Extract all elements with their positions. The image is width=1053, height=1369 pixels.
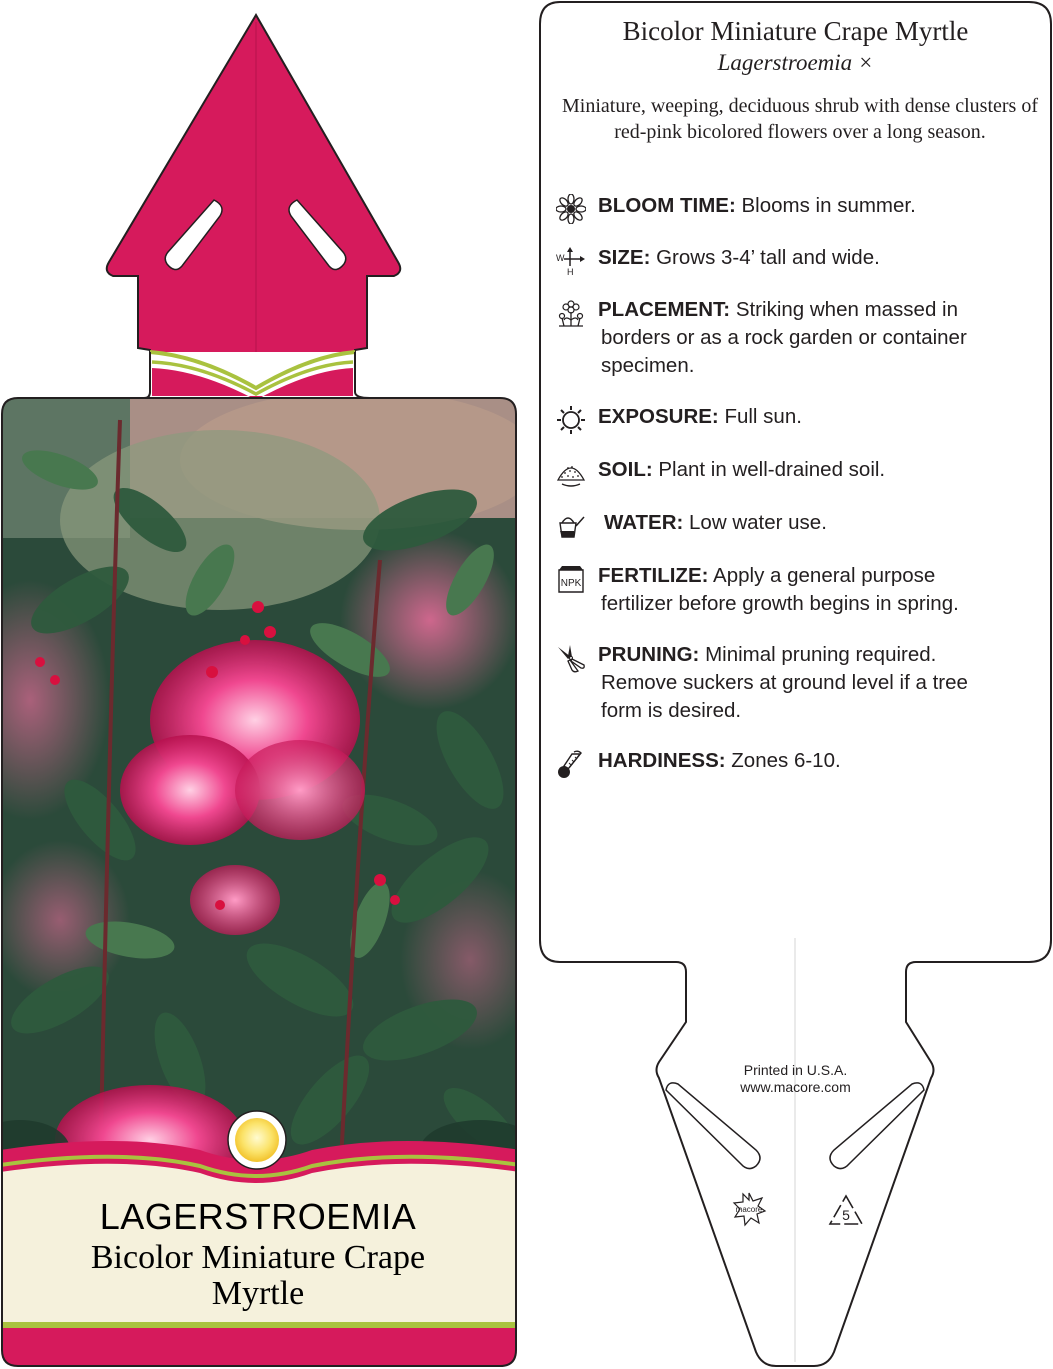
care-bloom-time [556,192,1046,220]
bloom-time-text: Blooms in summer. [741,194,916,217]
exposure-text: Full sun. [724,405,802,428]
care-fertilize [556,562,1046,618]
plants-icon [556,298,586,328]
front-tag-head [107,15,401,392]
exposure-label: EXPOSURE: [598,405,719,428]
placement-label: PLACEMENT: [598,298,731,321]
size-arrows-icon [556,246,586,276]
fertilizer-bag-icon [556,564,586,594]
hardiness-text: Zones 6-10. [731,749,841,772]
pruners-icon [556,643,586,673]
back-title: Bicolor Miniature Crape Myrtle [622,16,969,46]
hardiness-label: HARDINESS: [598,749,726,772]
placement-text-cont1: borders or as a rock garden or container [601,326,967,349]
care-placement [556,296,1046,380]
back-tag [538,0,1053,1369]
front-common-line1: Bicolor Miniature Crape [90,1239,426,1276]
front-common-line2: Myrtle [211,1275,305,1312]
bloom-time-label: BLOOM TIME: [598,194,736,217]
care-soil [556,456,1046,484]
care-pruning [556,641,1046,725]
care-size [556,244,1046,276]
soil-text: Plant in well-drained soil. [658,458,886,481]
plant-photo [0,390,530,1195]
watering-can-icon [556,511,586,541]
front-genus-name: LAGERSTROEMIA [99,1196,417,1237]
npk-label: NPK [560,578,582,589]
thermometer-icon [556,749,586,779]
website-text: www.macore.com [740,1079,851,1095]
care-exposure [556,403,1046,431]
fertilize-text-cont1: fertilizer before growth begins in spring. [601,592,959,615]
pruning-label: PRUNING: [598,643,700,666]
full-sun-icon [228,1111,286,1169]
printer-info [538,1062,1053,1096]
size-text: Grows 3-4’ tall and wide. [656,246,880,269]
soil-label: SOIL: [598,458,653,481]
care-hardiness [556,747,1046,775]
sun-icon [556,405,586,435]
care-water [556,509,1046,537]
fertilize-label: FERTILIZE: [598,564,709,587]
macore-logo-text: macore [735,1205,763,1214]
water-text: Low water use. [689,511,827,534]
placement-text: Striking when massed in [735,298,958,321]
size-label: SIZE: [598,246,651,269]
fertilize-text: Apply a general purpose [713,564,936,587]
front-common-name [30,1240,486,1312]
size-icon-w: W [556,253,565,263]
flower-icon [556,194,586,224]
back-description: Miniature, weeping, deciduous shrub with dense clusters of red-pink bicolored flowers over a long season. [561,95,1038,143]
pruning-text-cont1: Remove suckers at ground level if a tree [601,671,968,694]
printed-in-text: Printed in U.S.A. [743,1062,848,1078]
soil-pile-icon [556,458,586,488]
pruning-text-cont2: form is desired. [601,699,742,722]
pruning-text: Minimal pruning required. [705,643,937,666]
recycle-number: 5 [842,1207,850,1223]
back-latin-name: Lagerstroemia × [717,50,874,75]
water-label: WATER: [604,511,684,534]
size-icon-h: H [567,267,574,276]
placement-text-cont2: specimen. [601,354,695,377]
